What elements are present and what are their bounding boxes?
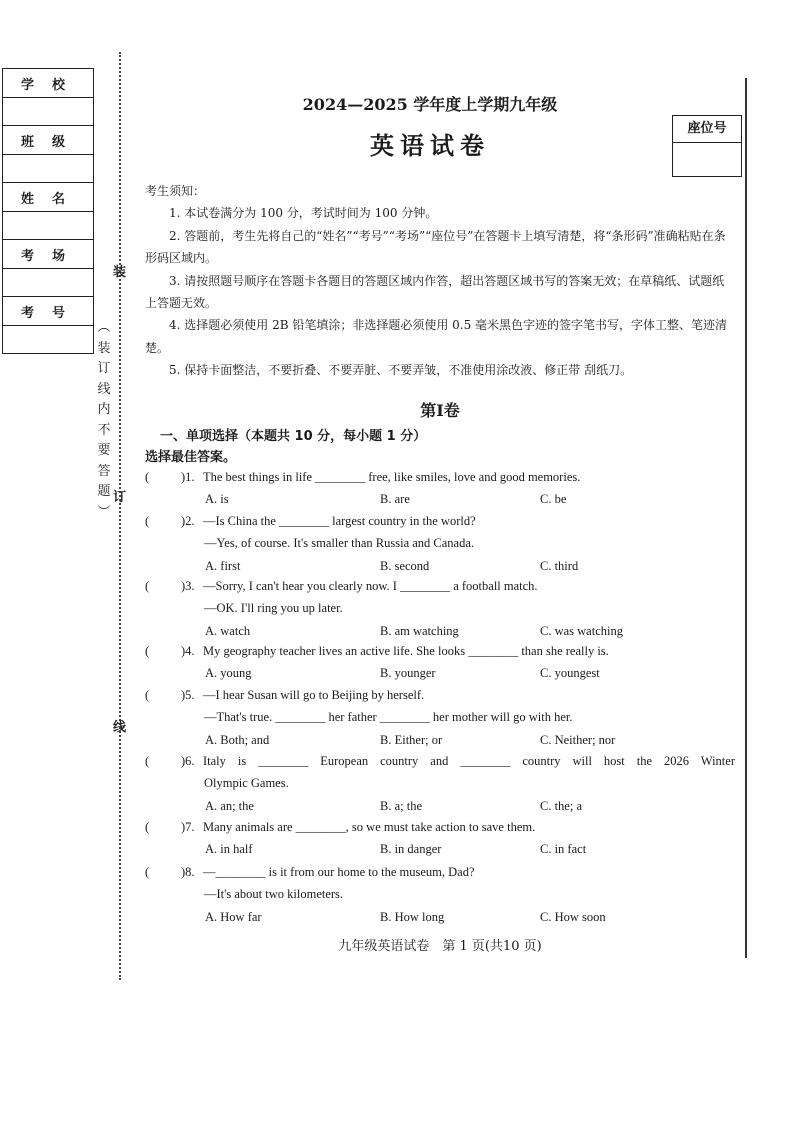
field-school-blank[interactable] bbox=[3, 98, 94, 126]
binding-dotted-line bbox=[119, 52, 121, 980]
option-a[interactable]: A. watch bbox=[205, 623, 251, 638]
binding-char-xian: 线 bbox=[113, 720, 127, 735]
notice-item: 2. 答题前，考生先将自己的“姓名”“考号”“考场”“座位号”在答题卡上填写清楚，将“条形码”准确粘贴在条形码区域内。 bbox=[145, 228, 726, 266]
question-number: )6. bbox=[181, 754, 195, 768]
notice-item: 3. 请按照题号顺序在答题卡各题目的答题区域内作答，超出答题区域书写的答案无效；在草稿纸、试题纸上答题无效。 bbox=[145, 273, 725, 311]
notice-item: 1. 本试卷满分为 100 分，考试时间为 100 分钟。 bbox=[169, 206, 438, 221]
option-a[interactable]: A. an; the bbox=[205, 798, 254, 813]
question-text: —I hear Susan will go to Beijing by herself. bbox=[203, 688, 425, 702]
answer-paren[interactable]: ( bbox=[145, 514, 150, 528]
question-text: Italy is ________ European country and ________ country will host the 2026 Winter bbox=[203, 754, 735, 768]
question-text: Olympic Games. bbox=[204, 776, 289, 791]
option-c[interactable]: C. third bbox=[540, 558, 579, 573]
question-text: The best things in life ________ free, like smiles, love and good memories. bbox=[203, 470, 581, 484]
answer-paren[interactable]: ( bbox=[145, 688, 150, 702]
student-info-table bbox=[2, 68, 94, 354]
notice-item: 4. 选择题必须使用 2B 铅笔填涂；非选择题必须使用 0.5 毫米黑色字迹的签字笔书写，字体工整、笔迹清楚。 bbox=[145, 318, 728, 355]
option-b[interactable]: B. How long bbox=[380, 909, 445, 924]
seat-number-box[interactable] bbox=[672, 115, 742, 177]
question-text: Many animals are ________, so we must take action to save them. bbox=[203, 820, 536, 834]
instruction: 选择最佳答案。 bbox=[145, 450, 237, 465]
seat-number-label: 座位号 bbox=[673, 116, 741, 143]
answer-paren[interactable]: ( bbox=[145, 754, 150, 768]
answer-paren[interactable]: ( bbox=[145, 470, 150, 484]
option-b[interactable]: B. a; the bbox=[380, 798, 423, 813]
question-text: My geography teacher lives an active life. She looks ________ than she really is. bbox=[203, 644, 609, 658]
question-text: —Sorry, I can't hear you clearly now. I ________ a football match. bbox=[203, 579, 538, 593]
question-number: )8. bbox=[181, 865, 195, 879]
question-4 bbox=[145, 640, 735, 685]
binding-warning-text: ︵ 装 订 线 内 不 要 答 题 ︶ bbox=[97, 320, 111, 520]
answer-paren[interactable]: ( bbox=[145, 865, 150, 879]
option-b[interactable]: B. Either; or bbox=[380, 732, 443, 747]
option-b[interactable]: B. are bbox=[380, 492, 410, 507]
field-name-blank[interactable] bbox=[3, 212, 94, 240]
option-a[interactable]: A. Both; and bbox=[205, 732, 270, 747]
field-school-label: 学校 bbox=[3, 69, 94, 98]
field-room-label: 考场 bbox=[3, 240, 94, 269]
question-number: )3. bbox=[181, 579, 195, 593]
question-number: )7. bbox=[181, 820, 195, 834]
field-name-label: 姓名 bbox=[3, 183, 94, 212]
binding-char-zhuang: 装 bbox=[113, 265, 127, 280]
page-footer: 九年级英语试卷 第 1 页(共10 页) bbox=[338, 939, 542, 954]
option-b[interactable]: B. second bbox=[380, 558, 430, 573]
question-text: —That's true. ________ her father ________ her mother will go with her. bbox=[204, 710, 573, 725]
option-c[interactable]: C. the; a bbox=[540, 798, 583, 813]
question-7 bbox=[145, 816, 735, 861]
right-margin-rule bbox=[745, 78, 747, 958]
option-c[interactable]: C. Neither; nor bbox=[540, 732, 616, 747]
notice-heading: 考生须知： bbox=[145, 184, 206, 198]
field-class-label: 班级 bbox=[3, 126, 94, 155]
question-number: )1. bbox=[181, 470, 195, 484]
option-a[interactable]: A. How far bbox=[205, 909, 262, 924]
option-a[interactable]: A. young bbox=[205, 666, 252, 681]
option-c[interactable]: C. was watching bbox=[540, 623, 623, 638]
field-class-blank[interactable] bbox=[3, 155, 94, 183]
question-number: )4. bbox=[181, 644, 195, 658]
question-1 bbox=[145, 466, 735, 511]
option-c[interactable]: C. be bbox=[540, 492, 567, 507]
question-8 bbox=[145, 861, 735, 928]
question-text: —It's about two kilometers. bbox=[204, 887, 344, 902]
question-5 bbox=[145, 684, 735, 751]
field-room-blank[interactable] bbox=[3, 269, 94, 297]
option-a[interactable]: A. is bbox=[205, 492, 229, 507]
question-2 bbox=[145, 510, 735, 577]
option-c[interactable]: C. in fact bbox=[540, 842, 587, 857]
answer-paren[interactable]: ( bbox=[145, 579, 150, 593]
answer-paren[interactable]: ( bbox=[145, 820, 150, 834]
field-number-blank[interactable] bbox=[3, 326, 94, 354]
option-c[interactable]: C. youngest bbox=[540, 666, 600, 681]
question-number: )5. bbox=[181, 688, 195, 702]
question-text: —OK. I'll ring you up later. bbox=[204, 601, 343, 616]
field-number-label: 考号 bbox=[3, 297, 94, 326]
section-title: 第Ⅰ卷 bbox=[420, 401, 460, 420]
exam-notice bbox=[145, 180, 735, 382]
option-c[interactable]: C. How soon bbox=[540, 909, 606, 924]
answer-paren[interactable]: ( bbox=[145, 644, 150, 658]
binding-char-ding: 订 bbox=[113, 490, 127, 505]
question-text: —Yes, of course. It's smaller than Russia and Canada. bbox=[204, 536, 475, 551]
part-title: 一、单项选择（本题共 10 分，每小题 1 分） bbox=[160, 429, 427, 444]
question-number: )2. bbox=[181, 514, 195, 528]
question-3 bbox=[145, 575, 735, 642]
option-a[interactable]: A. in half bbox=[205, 842, 253, 857]
notice-item: 5. 保持卡面整洁，不要折叠、不要弄脏、不要弄皱，不准使用涂改液、修正带 刮纸刀。 bbox=[169, 363, 633, 378]
exam-title: 2024—2025 学年度上学期九年级 bbox=[302, 95, 558, 114]
option-b[interactable]: B. younger bbox=[380, 666, 436, 681]
option-b[interactable]: B. am watching bbox=[380, 623, 459, 638]
exam-subject: 英语试卷 bbox=[370, 131, 490, 160]
question-text: —________ is it from our home to the museum, Dad? bbox=[203, 865, 475, 879]
question-6 bbox=[145, 750, 735, 817]
question-text: —Is China the ________ largest country in the world? bbox=[203, 514, 476, 528]
option-b[interactable]: B. in danger bbox=[380, 842, 442, 857]
option-a[interactable]: A. first bbox=[205, 558, 241, 573]
